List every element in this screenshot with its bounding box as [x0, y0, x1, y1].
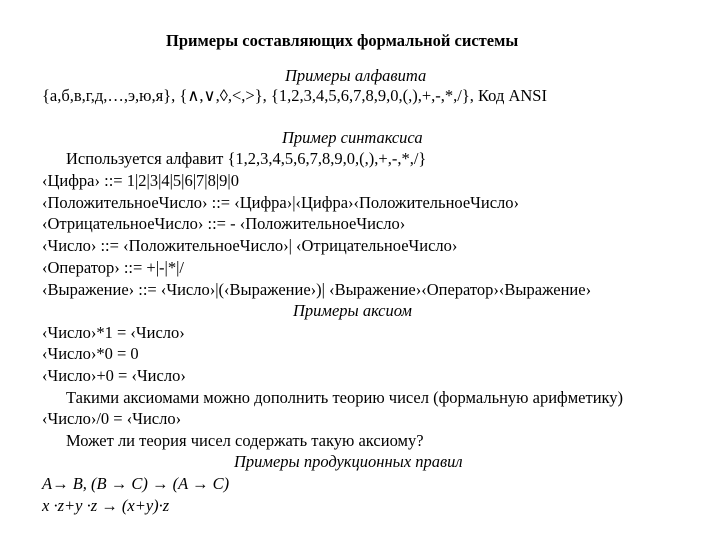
syntax-heading: Пример синтаксиса	[282, 128, 423, 147]
syntax-digit-rule: ‹Цифра› ::= 1|2|3|4|5|6|7|8|9|0	[42, 171, 239, 190]
axiom-line: ‹Число›/0 = ‹Число›	[42, 409, 182, 428]
page-title: Примеры составляющих формальной системы	[166, 31, 519, 50]
axiom-line: ‹Число›*1 = ‹Число›	[42, 323, 185, 342]
syntax-negative-number-rule: ‹ОтрицательноеЧисло› ::= - ‹ПоложительноеЧисло›	[42, 214, 406, 233]
axioms-note-line: Такими аксиомами можно дополнить теорию чисел (формальную арифметику)	[66, 388, 624, 407]
rules-heading: Примеры продукционных правил	[234, 452, 463, 471]
alphabet-heading: Примеры алфавита	[285, 66, 427, 85]
syntax-expression-rule: ‹Выражение› ::= ‹Число›|(‹Выражение›)| ‹Выражение›‹Оператор›‹Выражение›	[42, 280, 592, 299]
rule-line: x ·z+y ·z → (x+y)·z	[42, 496, 170, 515]
rule-line: A→ B, (B → C) → (A → C)	[42, 474, 230, 493]
axioms-question-line: Может ли теория чисел содержать такую аксиому?	[66, 431, 424, 450]
syntax-intro-line: Используется алфавит {1,2,3,4,5,6,7,8,9,0,(,),+,-,*,/}	[66, 149, 427, 168]
axiom-line: ‹Число›+0 = ‹Число›	[42, 366, 186, 385]
syntax-operator-rule: ‹Оператор› ::= +|-|*|/	[42, 258, 184, 277]
syntax-positive-number-rule: ‹ПоложительноеЧисло› ::= ‹Цифра›|‹Цифра›‹ПоложительноеЧисло›	[42, 193, 520, 212]
axiom-line: ‹Число›*0 = 0	[42, 344, 139, 363]
syntax-number-rule: ‹Число› ::= ‹ПоложительноеЧисло›| ‹ОтрицательноеЧисло›	[42, 236, 458, 255]
alphabet-line: {а,б,в,г,д,…,э,ю,я}, {∧,∨,◊,<,>}, {1,2,3,4,5,6,7,8,9,0,(,),+,-,*,/}, Код ANSI	[42, 86, 547, 105]
axioms-heading: Примеры аксиом	[293, 301, 412, 320]
